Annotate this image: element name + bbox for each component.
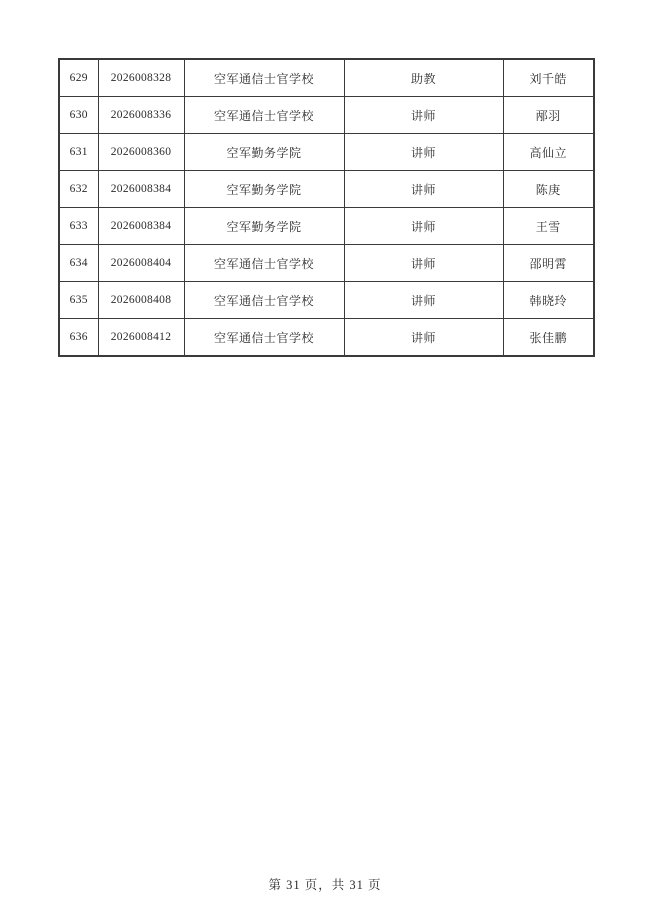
cell-person-name: 王雪 xyxy=(503,208,594,245)
cell-serial-number: 635 xyxy=(59,282,98,319)
cell-registration-id: 2026008384 xyxy=(98,171,184,208)
cell-registration-id: 2026008336 xyxy=(98,97,184,134)
cell-school: 空军通信士官学校 xyxy=(184,282,344,319)
cell-job-title: 讲师 xyxy=(344,245,503,282)
cell-serial-number: 636 xyxy=(59,319,98,357)
cell-school: 空军通信士官学校 xyxy=(184,97,344,134)
table-row xyxy=(59,59,594,97)
cell-person-name: 刘千皓 xyxy=(503,59,594,97)
table-row xyxy=(59,245,594,282)
table-row xyxy=(59,282,594,319)
page-footer: 第 31 页，共 31 页 xyxy=(268,878,382,892)
cell-school: 空军勤务学院 xyxy=(184,208,344,245)
cell-job-title: 讲师 xyxy=(344,97,503,134)
cell-registration-id: 2026008360 xyxy=(98,134,184,171)
cell-job-title: 讲师 xyxy=(344,171,503,208)
cell-person-name: 邵明霄 xyxy=(503,245,594,282)
table-row xyxy=(59,97,594,134)
cell-job-title: 讲师 xyxy=(344,282,503,319)
cell-serial-number: 632 xyxy=(59,171,98,208)
cell-registration-id: 2026008408 xyxy=(98,282,184,319)
cell-registration-id: 2026008412 xyxy=(98,319,184,357)
cell-registration-id: 2026008384 xyxy=(98,208,184,245)
cell-person-name: 邴羽 xyxy=(503,97,594,134)
cell-serial-number: 633 xyxy=(59,208,98,245)
table-row xyxy=(59,134,594,171)
cell-serial-number: 631 xyxy=(59,134,98,171)
cell-serial-number: 630 xyxy=(59,97,98,134)
cell-person-name: 陈庚 xyxy=(503,171,594,208)
cell-job-title: 助教 xyxy=(344,59,503,97)
table-row xyxy=(59,171,594,208)
cell-serial-number: 634 xyxy=(59,245,98,282)
cell-person-name: 韩晓玲 xyxy=(503,282,594,319)
cell-school: 空军通信士官学校 xyxy=(184,319,344,357)
cell-school: 空军勤务学院 xyxy=(184,134,344,171)
table-row xyxy=(59,208,594,245)
cell-school: 空军通信士官学校 xyxy=(184,245,344,282)
cell-person-name: 张佳鹏 xyxy=(503,319,594,357)
cell-registration-id: 2026008404 xyxy=(98,245,184,282)
cell-person-name: 高仙立 xyxy=(503,134,594,171)
cell-school: 空军通信士官学校 xyxy=(184,59,344,97)
roster-table-body xyxy=(59,59,594,356)
table-row xyxy=(59,319,594,357)
cell-serial-number: 629 xyxy=(59,59,98,97)
roster-table xyxy=(58,58,595,357)
cell-job-title: 讲师 xyxy=(344,319,503,357)
cell-job-title: 讲师 xyxy=(344,208,503,245)
cell-job-title: 讲师 xyxy=(344,134,503,171)
cell-registration-id: 2026008328 xyxy=(98,59,184,97)
cell-school: 空军勤务学院 xyxy=(184,171,344,208)
